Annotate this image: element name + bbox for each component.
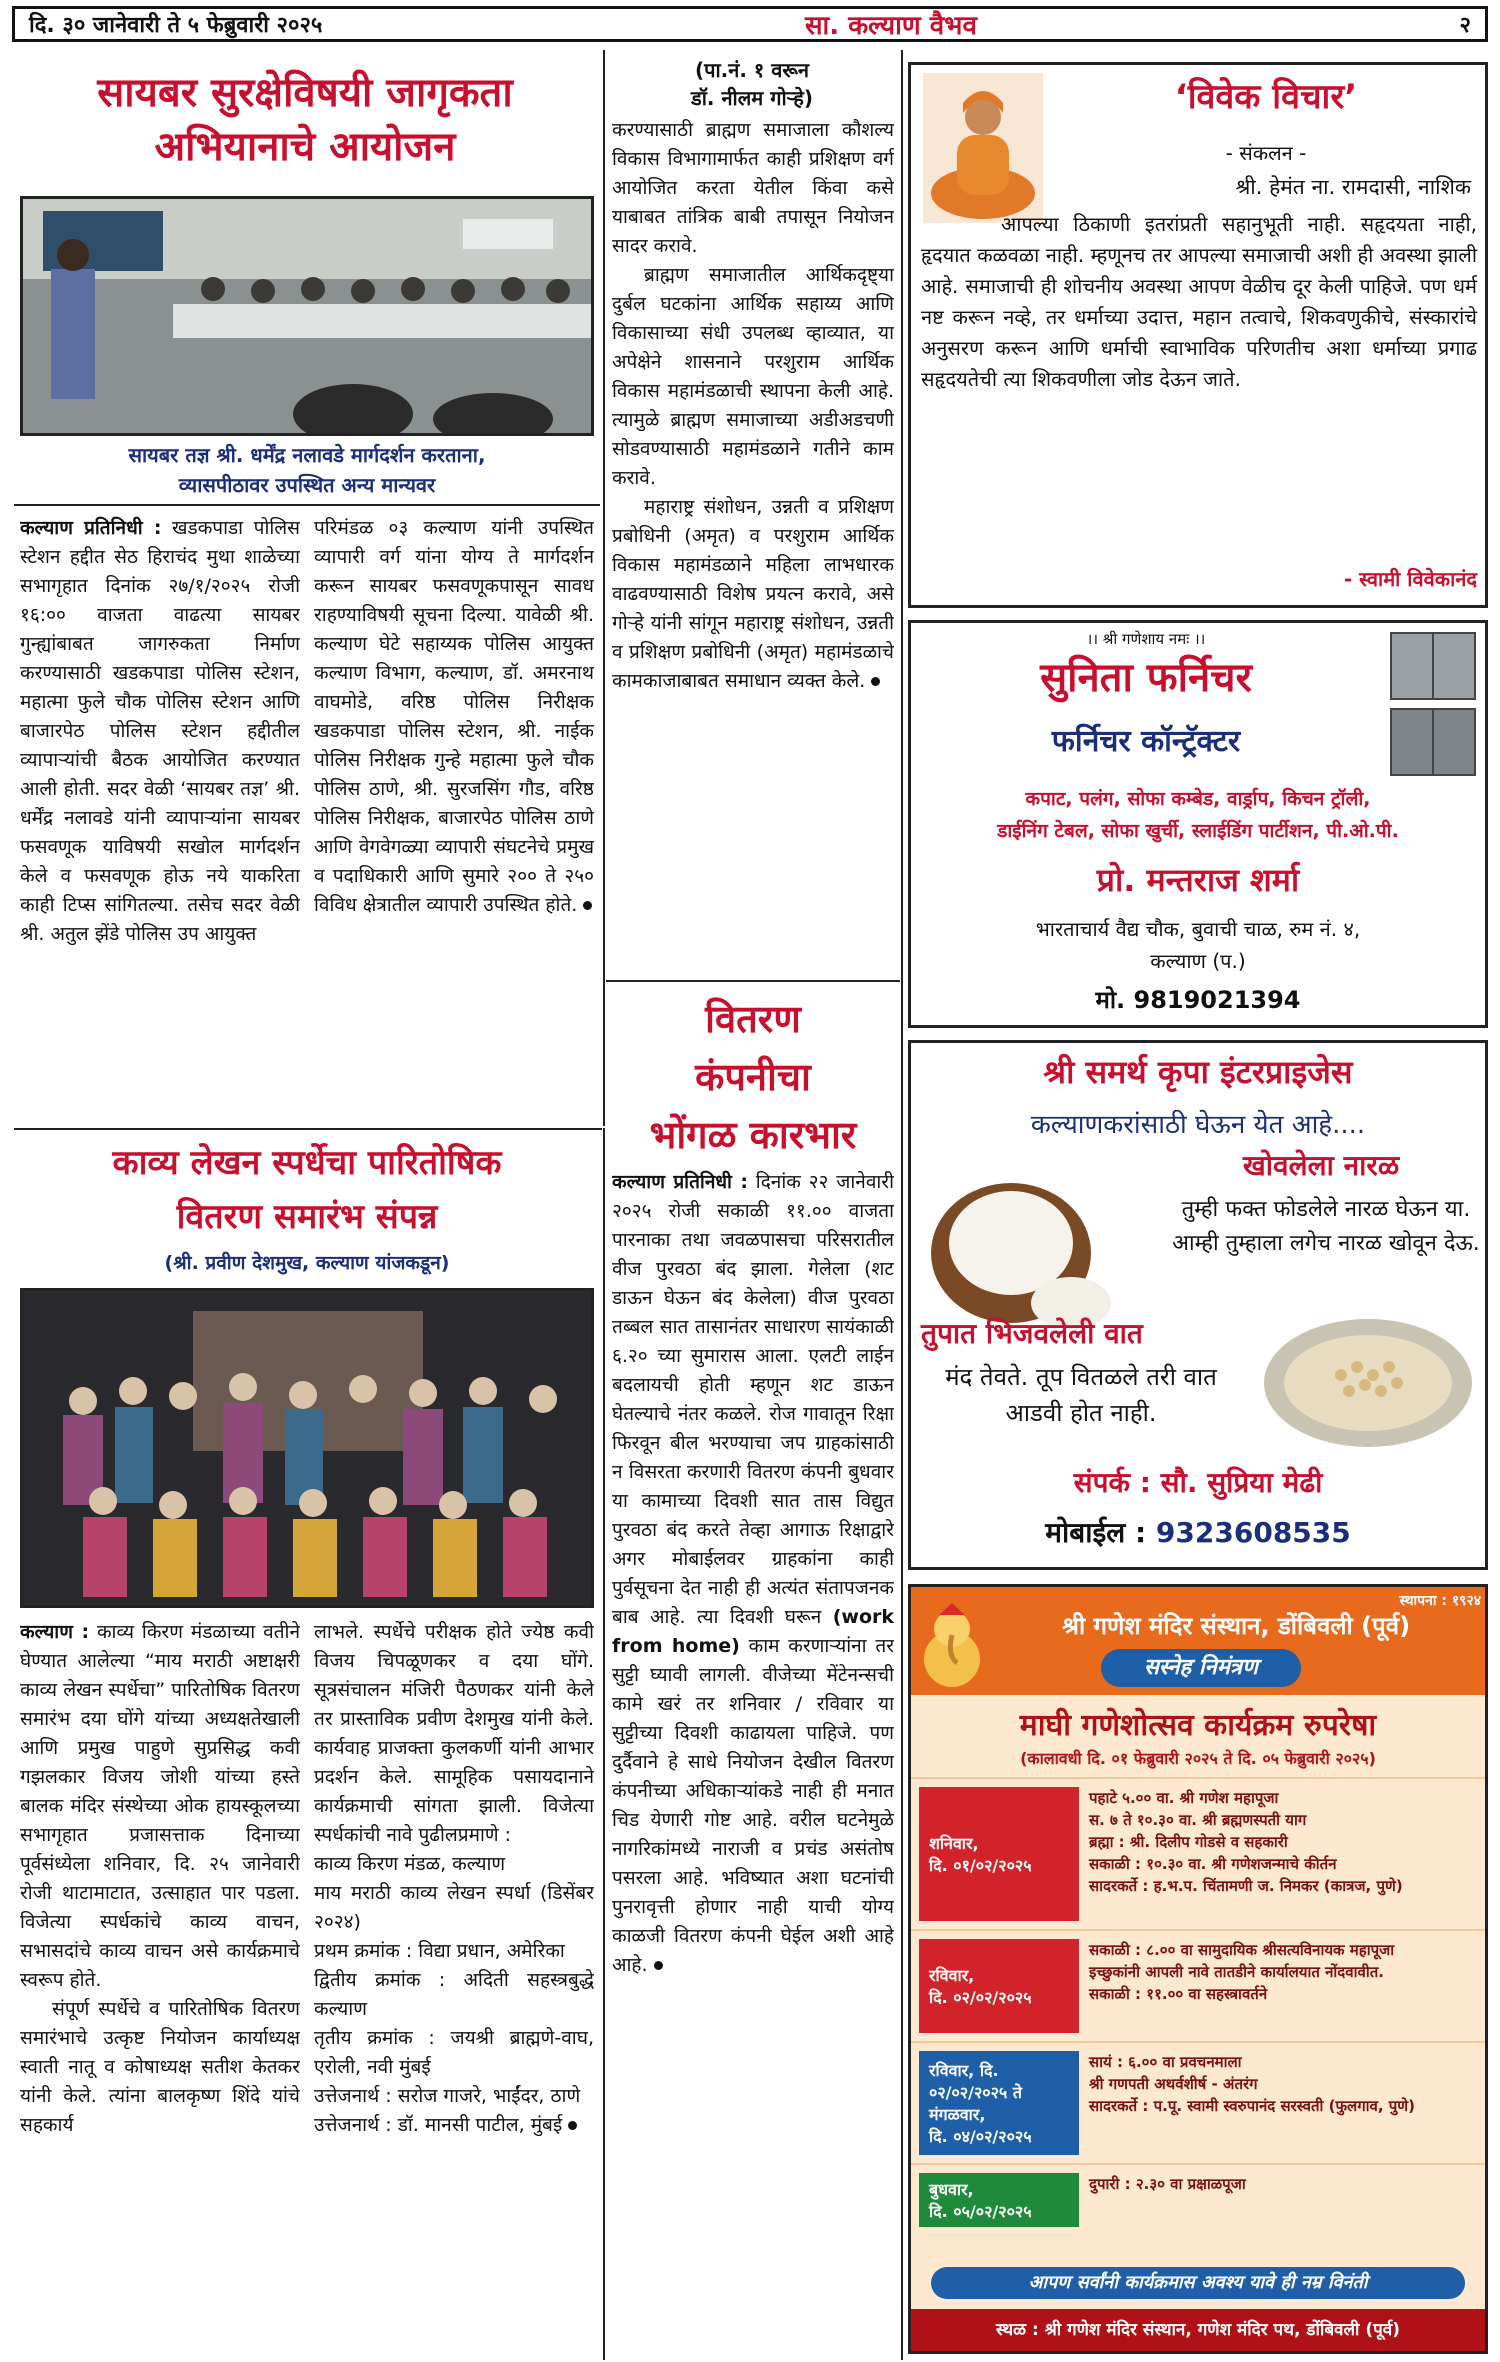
ad-tagline: कल्याणकरांसाठी घेऊन येत आहे.... xyxy=(1030,1110,1366,1140)
ganesh-mandir-ad xyxy=(908,1584,1488,2354)
column-rule xyxy=(603,1128,605,2360)
schedule-day-name: रविवार, xyxy=(929,1966,975,1985)
schedule-row xyxy=(911,2041,1485,2163)
schedule-row xyxy=(911,1777,1485,1929)
section-rule xyxy=(14,504,600,506)
schedule-day-name: बुधवार, xyxy=(929,2180,974,2199)
ad-schedule xyxy=(911,1777,1485,2235)
schedule-details xyxy=(1079,2043,1485,2163)
schedule-line: सादरकर्ते : ह.भ.प. चिंतामणी ज. निमकर (कात्रज, पुणे) xyxy=(1089,1877,1403,1895)
issue-date: दि. ३० जानेवारी ते ५ फेब्रुवारी २०२५ xyxy=(29,13,323,38)
vivek-title: ‘विवेक विचार’ xyxy=(1174,77,1358,117)
ad-proprietor: प्रो. मन्तराज शर्मा xyxy=(1096,861,1300,899)
seminar-photo-image xyxy=(23,199,594,436)
schedule-day xyxy=(919,1787,1079,1921)
schedule-row xyxy=(911,2163,1485,2235)
kavya-photo xyxy=(20,1288,594,1608)
schedule-line: इच्छुकांनी आपली नावे तातडीने कार्यालयात नोंदवावीत. xyxy=(1089,1963,1384,1981)
column-rule xyxy=(603,50,605,1126)
ad-shop-name: सुनिता फर्निचर xyxy=(1040,655,1252,701)
vitaran-body: कल्याण प्रतिनिधी : दिनांक २२ जानेवारी २०२५ रोजी सकाळी ११.०० वाजता पारनाका तथा जवळपासचा परिसरातील वीज पुरवठा बंद झाला. गेलेला (शट डाऊन घेऊन बंद केलेला) वीज पुरवठा तब्बल सात तासानंतर साधारण सायंकाळी ६.२० च्या सुमारास आला. एलटी लाईन बदलायची होती म्हणून शट डाऊन घेतल्याचे नंतर कळले. रोज गावातून रिक्षा फिरवून बील भरण्याचा जप ग्राहकांसाठी न विसरता करणारी वितरण कंपनी बुधवार या कामाच्या दिवशी सात तास विद्युत पुरवठा बंद करते तेव्हा आगाऊ रिक्षाद्वारे अगर मोबाईलवर ग्राहकांना काही पुर्वसूचना देत नाही ही अत्यंत संतापजनक बाब आहे. त्या दिवशी घरून (work from home) काम करणाऱ्यांना तर सुट्टी घ्यावी लागली. वीजेच्या मेंटेनन्सची कामे खरं तर शनिवार / रविवार या सुट्टीच्या दिवशी काढायला पाहिजे. पण दुर्दैवाने हे साधे नियोजन देखील वितरण कंपनीच्या अधिकाऱ्यांकडे नाही ही मनात चिड येणारी गोष्ट आहे. वरील घटनेमुळे नागरिकांमध्ये नाराजी व प्रचंड असंतोष पसरला आहे. भविष्यात अशा घटनांची पुनरावृत्ती होणार नाही याची योग्य काळजी वितरण कंपनी घेईल अशी आहे आहे. xyxy=(612,1171,894,1976)
cyber-headline: सायबर सुरक्षेविषयी जागृकता अभियानाचे आयोजन xyxy=(97,70,513,170)
brahman-continued: (पा.नं. १ वरून डॉ. नीलम गोऱ्हे) xyxy=(691,58,813,110)
kavya-byline: कल्याण : xyxy=(20,1621,90,1643)
ad-shop-name: श्री समर्थ कृपा इंटरप्राइजेस xyxy=(1043,1053,1353,1091)
winner-line: प्रथम क्रमांक : विद्या प्रधान, अमेरिका xyxy=(314,1940,565,1962)
section-rule xyxy=(606,980,900,982)
schedule-day xyxy=(919,1939,1079,2033)
ad-mobile: मो. 9819021394 xyxy=(1095,986,1301,1014)
schedule-line: दुपारी : २.३० वा प्रक्षाळपूजा xyxy=(1089,2175,1246,2193)
kavya-headline: काव्य लेखन स्पर्धेचा पारितोषिक वितरण समारंभ संपन्न xyxy=(112,1143,502,1237)
schedule-row xyxy=(911,1929,1485,2041)
cyber-col-2: परिमंडळ ०३ कल्याण यांनी उपस्थित व्यापारी वर्ग यांना योग्य ते मार्गदर्शन करून सायबर फसवणूकपासून सावध राहण्याविषयी सूचना दिल्या. यावेळी श्री. कल्याण घेटे सहाय्यक पोलिस आयुक्त कल्याण विभाग, कल्याण, डॉ. अमरनाथ वाघमोडे, वरिष्ठ पोलिस निरीक्षक खडकपाडा पोलिस स्टेशन, श्री. नाईक पोलिस निरीक्षक गुन्हे महात्मा फुले चौक पोलिस ठाणे, श्री. सुरजसिंग गौड, वरिष्ठ पोलिस निरीक्षक, बाजारपेठ पोलिस ठाणे आणि वेगवेगळ्या व्यापारी संघटनेचे प्रमुख व पदाधिकारी आणि सुमारे २०० ते २५० विविध क्षेत्रातील व्यापारी उपस्थित होते. xyxy=(314,517,594,916)
samarth-krupa-ad xyxy=(908,1040,1488,1570)
ad-vaat-text: मंद तेवते. तूप वितळले तरी वात आडवी होत नाही. xyxy=(945,1363,1217,1427)
vivek-compiler: श्री. हेमंत ना. रामदासी, नाशिक xyxy=(1235,175,1471,199)
schedule-day xyxy=(919,2051,1079,2155)
ad-items: कपाट, पलंग, सोफा कम्बेड, वार्ड्राप, किचन ट्रॉली, डाईनिंग टेबल, सोफा खुर्ची, स्लाईडिंग पार्टीशन, पी.ओ.पी. xyxy=(997,788,1399,842)
vitaran-byline: कल्याण प्रतिनिधी : xyxy=(612,1171,748,1193)
schedule-day-name: रविवार, दि. ०२/०२/२०२५ ते मंगळवार, xyxy=(929,2061,1022,2124)
schedule-line: सकाळी : ८.०० वा सामुदायिक श्रीसत्यविनायक महापूजा xyxy=(1089,1941,1395,1959)
brahman-body: करण्यासाठी ब्राह्मण समाजाला कौशल्य विकास विभागामार्फत काही प्रशिक्षण वर्ग आयोजित करता येतील किंवा कसे याबाबत तांत्रिक बाबी तपासून नियोजन सादर करावे. ब्राह्मण समाजातील आर्थिकदृष्ट्या दुर्बल घटकांना आर्थिक सहाय्य आणि विकासाच्या संधी उपलब्ध व्हाव्यात, या अपेक्षेने शासनाने परशुराम आर्थिक विकास महामंडळाची स्थापना केली आहे. त्यामुळे ब्राह्मण समाजाच्या अडीअडचणी सोडवण्यासाठी महामंडळाने गतीने काम करावे. महाराष्ट्र संशोधन, उन्नती व प्रशिक्षण प्रबोधिनी (अमृत) व परशुराम आर्थिक विकास महामंडळाने महिला लाभधारक वाढवण्यासाठी विशेष प्रयत्न करावे, असे गोऱ्हे यांनी सांगून महाराष्ट्र संशोधन, उन्नती व प्रशिक्षण प्रबोधिनी (अमृत) महामंडळाचे कामकाजाबाबत समाधान व्यक्त केले. xyxy=(612,119,894,692)
ad-established: स्थापना : १९२४ xyxy=(1399,1593,1481,1609)
schedule-line: ब्रह्मा : श्री. दिलीप गोडसे व सहकारी xyxy=(1089,1833,1288,1851)
schedule-line: सायं : ६.०० वा प्रवचनमाला xyxy=(1089,2053,1242,2071)
newspaper-title: सा. कल्याण वैभव xyxy=(804,11,977,41)
winner-line: द्वितीय क्रमांक : अदिती सहस्त्रबुद्धे कल्याण xyxy=(314,1969,594,2020)
sunita-furniture-ad xyxy=(908,620,1488,1028)
winner-line: काव्य किरण मंडळ, कल्याण xyxy=(314,1853,506,1875)
ad-coconut-title: खोवलेला नारळ xyxy=(1242,1149,1400,1182)
coconut-icon xyxy=(921,1143,1121,1343)
cyber-caption: सायबर तज्ञ श्री. धर्मेंद्र नलावडे मार्गदर्शन करताना, व्यासपीठावर उपस्थित अन्य मान्यवर xyxy=(128,443,486,497)
ganesh-idol-icon xyxy=(917,1601,987,1691)
ad-title: माघी गणेशोत्सव कार्यक्रम रुपरेषा xyxy=(911,1695,1485,1744)
winner-line: उत्तेजनार्थ : डॉ. मानसी पाटील, मुंबई xyxy=(314,2114,563,2136)
ad-period: (कालावधी दि. ०१ फेब्रुवारी २०२५ ते दि. ०५ फेब्रुवारी २०२५) xyxy=(1020,1749,1376,1768)
schedule-date: दि. ०२/०२/२०२५ xyxy=(929,1988,1032,2007)
vivekananda-portrait-icon xyxy=(923,73,1043,223)
cupboard-icon xyxy=(1385,629,1481,779)
section-rule xyxy=(14,1128,602,1130)
schedule-date: दि. ०१/०२/२०२५ xyxy=(929,1856,1032,1875)
ad-invocation: ।। श्री गणेशाय नमः ।। xyxy=(1086,630,1206,648)
schedule-details xyxy=(1079,2165,1485,2235)
ad-sub: फर्निचर कॉन्ट्रॅक्टर xyxy=(1051,724,1241,759)
end-dot-icon xyxy=(871,677,880,686)
kavya-col-2: लाभले. स्पर्धेचे परीक्षक होते ज्येष्ठ कवी विजय चिपळूणकर व दया घोंगे. सूत्रसंचालन मंजिरी पैठणकर यांनी केले तर प्रास्ताविक प्रवीण देशमुख यांनी केले. कार्यवाह प्राजक्ता कुलकर्णी यांनी आभार प्रदर्शन केले. सामूहिक पसायदानाने कार्यक्रमाची सांगता झाली. विजेत्या स्पर्धकांची नावे पुढीलप्रमाणे : काव्य किरण मंडळ, कल्याण माय मराठी काव्य लेखन स्पर्धा (डिसेंबर २०२४) प्रथम क्रमांक : विद्या प्रधान, अमेरिका द्वितीय क्रमांक : अदिती सहस्त्रबुद्धे कल्याण तृतीय क्रमांक : जयश्री ब्राह्मणे-वाघ, एरोली, नवी मुंबई उत्तेजनार्थ : सरोज गाजरे, भाईंदर, ठाणे उत्तेजनार्थ : डॉ. मानसी पाटील, मुंबई xyxy=(314,1621,594,2136)
schedule-details xyxy=(1079,1931,1485,2041)
cyber-col-1: कल्याण प्रतिनिधी : खडकपाडा पोलिस स्टेशन हद्दीत सेठ हिराचंद मुथा शाळेच्या सभागृहात दिनांक २७/१/२०२५ रोजी १६:०० वाजता वाढत्या सायबर गुन्ह्यांबाबत जागरुकता निर्माण करण्यासाठी खडकपाडा पोलिस स्टेशन, महात्मा फुले चौक पोलिस स्टेशन आणि बाजारपेठ पोलिस स्टेशन हद्दीतील व्यापाऱ्यांची बैठक आयोजित करण्यात आली होती. सदर वेळी ‘सायबर तज्ञ’ श्री. धर्मेंद्र नलावडे यांनी व्यापाऱ्यांना सायबर फसवणूक याविषयी सखोल मार्गदर्शन केले व फसवणूक होऊ नये याकरिता काही टिप्स सांगितल्या. तसेच सदर वेळी श्री. अतुल झेंडे पोलिस उप आयुक्त xyxy=(20,517,300,945)
vivek-text: आपल्या ठिकाणी इतरांप्रती सहानुभूती नाही. सहृदयता नाही, हृदयात कळवळा नाही. म्हणूनच तर आपल्या समाजाची अशी ही अवस्था झाली आहे. समाजाची ही शोचनीय अवस्था आपण वेळीच दूर केली पाहिजे. पण धर्म नष्ट करून नव्हे, तर धर्माच्या उदात्त, महान तत्वाचे, शिकवणुकीचे, संस्कारांचे अनुसरण करून आणि धर्माची स्वाभाविक परिणतीच अशा धर्माच्या प्रगाढ सहृदयतेची त्या शिकवणीला जोड देऊन जाते. xyxy=(921,212,1477,391)
ad-contact: संपर्क : सौ. सुप्रिया मेढी xyxy=(1073,1466,1323,1499)
ad-invite: सस्नेह निमंत्रण xyxy=(1101,1649,1301,1687)
schedule-day xyxy=(919,2173,1079,2227)
vivek-sign: - स्वामी विवेकानंद xyxy=(1343,567,1477,591)
ad-address: भारताचार्य वैद्य चौक, बुवाची चाळ, रुम नं. ४, कल्याण (प.) xyxy=(1035,917,1361,973)
page-number: २ xyxy=(1459,13,1471,38)
masthead xyxy=(12,6,1488,42)
column-rule xyxy=(901,50,903,2360)
winner-line: तृतीय क्रमांक : जयश्री ब्राह्मणे-वाघ, एरोली, नवी मुंबई xyxy=(314,2027,594,2078)
group-photo-image xyxy=(23,1291,594,1608)
vitaran-headline: वितरण कंपनीचा भोंगळ कारभार xyxy=(649,997,857,1157)
winner-line: माय मराठी काव्य लेखन स्पर्धा (डिसेंबर २०२४) xyxy=(314,1882,594,1933)
winner-line: उत्तेजनार्थ : सरोज गाजरे, भाईंदर, ठाणे xyxy=(314,2085,581,2107)
end-dot-icon xyxy=(583,901,592,910)
schedule-line: सादरकर्ते : प.पू. स्वामी स्वरुपानंद सरस्वती (फुलगाव, पुणे) xyxy=(1089,2097,1416,2115)
kavya-col-1: कल्याण : काव्य किरण मंडळाच्या वतीने घेण्यात आलेल्या “माय मराठी अष्टाक्षरी काव्य लेखन स्पर्धेचा” पारितोषिक वितरण समारंभ दया घोंगे यांच्या अध्यक्षतेखाली आणि प्रमुख पाहुणे सुप्रसिद्ध कवी गझलकार विजय जोशी यांच्या हस्ते बालक मंदिर संस्थेच्या ओक हायस्कूलच्या सभागृहात प्रजासत्ताक दिनाच्या पूर्वसंध्येला शनिवार, दि. २५ जानेवारी रोजी थाटामाटात, उत्साहात पार पडला. विजेत्या स्पर्धकांचे काव्य वाचन, सभासदांचे काव्य वाचन असे कार्यक्रमाचे स्वरूप होते. संपूर्ण स्पर्धेचे व पारितोषिक वितरण समारंभाचे उत्कृष्ट नियोजन कार्याध्यक्ष स्वाती नातू व कोषाध्यक्ष सतीश केतकर यांनी केले. त्यांना बालकृष्ण शिंदे यांचे सहकार्य xyxy=(20,1621,300,2136)
schedule-line: सकाळी : १०.३० वा. श्री गणेशजन्माचे कीर्तन xyxy=(1089,1855,1337,1873)
ad-org-name: श्री गणेश मंदिर संस्थान, डोंबिवली (पूर्व) xyxy=(1061,1612,1411,1640)
schedule-day-name: शनिवार, xyxy=(929,1834,979,1853)
ad-coconut-text: तुम्ही फक्त फोडलेले नारळ घेऊन या. आम्ही तुम्हाला लगेच नारळ खोवून देऊ. xyxy=(1172,1197,1480,1256)
kavya-by: (श्री. प्रवीण देशमुख, कल्याण यांजकडून) xyxy=(164,1252,450,1274)
vivek-vichar-box xyxy=(908,62,1488,608)
ghee-wicks-icon xyxy=(1261,1315,1475,1451)
end-dot-icon xyxy=(654,1961,663,1970)
schedule-line: स. ७ ते १०.३० वा. श्री ब्रह्मणस्पती याग xyxy=(1089,1811,1307,1829)
schedule-line: पहाटे ५.०० वा. श्री गणेश महापूजा xyxy=(1089,1789,1279,1807)
end-dot-icon xyxy=(568,2121,577,2130)
schedule-details xyxy=(1079,1779,1485,1929)
cyber-photo xyxy=(20,196,594,436)
cyber-byline: कल्याण प्रतिनिधी : xyxy=(20,517,162,539)
ad-footer-invite: आपण सर्वांनी कार्यक्रमास अवश्य यावे ही नम्र विनंती xyxy=(931,2267,1465,2299)
schedule-line: श्री गणपती अथर्वशीर्ष - अंतरंग xyxy=(1089,2075,1258,2093)
schedule-date: दि. ०४/०२/२०२५ xyxy=(929,2127,1032,2146)
ad-vaat-title: तुपात भिजवलेली वात xyxy=(921,1317,1143,1350)
ad-venue: स्थळ : श्री गणेश मंदिर संस्थान, गणेश मंदिर पथ, डोंबिवली (पूर्व) xyxy=(911,2309,1485,2351)
vivek-sankalan: - संकलन - xyxy=(1225,141,1307,165)
schedule-line: सकाळी : ११.०० वा सहस्त्रावर्तने xyxy=(1089,1985,1268,2003)
ad-mobile: मोबाईल : 9323608535 xyxy=(1045,1516,1351,1549)
schedule-date: दि. ०५/०२/२०२५ xyxy=(929,2202,1032,2221)
